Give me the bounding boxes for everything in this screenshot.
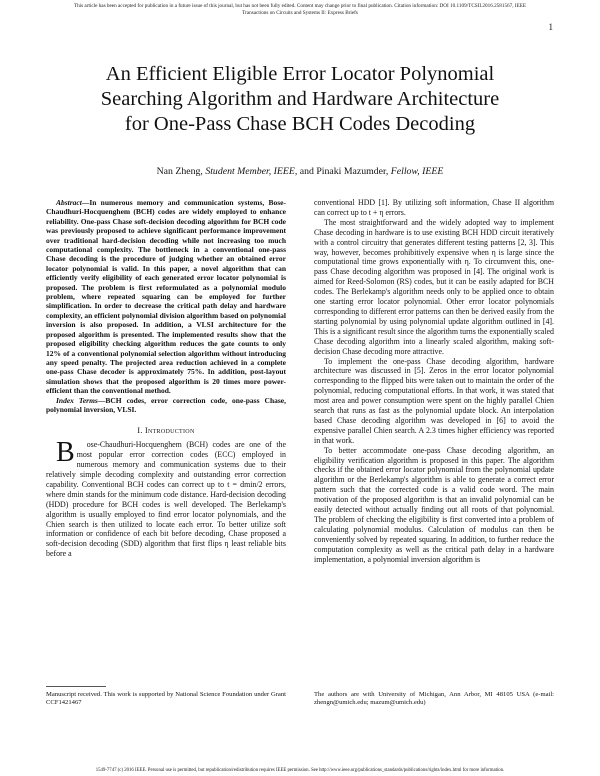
right-paragraph-1: conventional HDD [1]. By utilizing soft information, Chase II algorithm can correct up to t + η errors.: [314, 198, 554, 217]
paper-title: [40, 62, 560, 137]
abstract-label: Abstract: [56, 198, 82, 207]
author-1-name: Nan Zheng,: [156, 166, 203, 177]
right-paragraph-3: To implement the one-pass Chase decoding algorithm, hardware architecture was discussed in [5]. Zeros in the error locator polynomial corresponding to the flipped bits were taken out to maintain the order of the polynomial, reducing computational efforts. In that work, it was stated that most area and power consumption were spent on the highly parallel Chien search that runs as fast as the polynomial update block. An interpolation based Chase decoding algorithm was developed in [6] to avoid the expensive parallel Chien search. A 2.3 times higher efficiency was reported in that work.: [314, 356, 554, 445]
page-number: 1: [548, 22, 553, 32]
copyright-footer: 1549-7747 (c) 2016 IEEE. Personal use is permitted, but republication/redistribution requires IEEE permission. See http://www.ieee.org/publications_standards/publications/rights/index.html for more information.: [95, 768, 505, 773]
title-line-1: An Efficient Eligible Error Locator Polynomial: [105, 63, 495, 85]
intro-paragraph-1: [46, 437, 286, 559]
header-journal: Transactions on Circuits and Systems II: Express Briefs: [242, 9, 358, 16]
index-terms-text: —BCH codes, error correction code, one-pass Chase, polynomial inversion, VLSI.: [46, 395, 286, 414]
right-column: [314, 198, 554, 565]
section-title: Introduction: [144, 426, 195, 436]
title-line-3: for One-Pass Chase BCH Codes Decoding: [124, 113, 476, 135]
index-terms-label: Index Terms: [56, 395, 98, 405]
right-paragraph-2: The most straightforward and the widely adopted way to implement Chase decoding in hardware is to use existing BCH HDD circuit iteratively with a control circuitry that generates different testing patterns [2, 3]. This way, however, becomes prohibitively expensive when η is large since the computational time grows exponentially with η. To circumvent this, one-pass Chase decoding algorithm was proposed in [4]. The original work is aimed for Reed-Solomon (RS) codes, but it can be easily adapted for BCH codes. The Berlekamp's algorithm needs only to be applied once to obtain one starting error locator polynomial. Other error locator polynomials corresponding to different error patterns can then be derived easily from the starting polynomial by using polynomial update algorithm outlined in [4]. This is a significant result since the algorithm turns the exponentially scaled Chase decoding algorithm into a linearly scaled algorithm, making soft-decision Chase decoding more attractive.: [314, 217, 554, 356]
section-number: I.: [137, 426, 143, 436]
journal-header: [0, 3, 600, 16]
header-citation: This article has been accepted for publication in a future issue of this journal, but has not been fully edited. Content may change prior to final publication. Citation information: DOI 10.1109/TCSII.2016.2581567, IEEE: [73, 3, 527, 9]
author-2-role: Fellow, IEEE: [390, 166, 444, 177]
drop-cap: B: [56, 437, 75, 469]
author-line: [40, 166, 560, 177]
abstract: [46, 198, 286, 396]
left-column: [46, 198, 286, 559]
right-paragraph-4: To better accommodate one-pass Chase decoding algorithm, an eligibility verification algorithm is proposed in this paper. The algorithm checks if the obtained error locator polynomial from the polynomial update algorithm or the Berlekamp's algorithm is able to generate a correct error pattern such that the corrected code is a valid code word. The main motivation of the proposed algorithm is that an invalid polynomial can be easily detected without actually finding out all roots of that polynomial. The problem of checking the eligibility is first converted into a problem of calculating polynomial modulus. Calculation of modulus can then be conveniently solved by repeated squaring. In addition, to further reduce the computation complexity as well as the critical path delay in a hardware implementation, a polynomial inversion algorithm is: [314, 445, 554, 564]
author-2-name: Pinaki Mazumder,: [316, 166, 389, 177]
footnote-authors: The authors are with University of Michigan, Ann Arbor, MI 48105 USA (e-mail: zhengn@umich.edu; mazum@umich.edu): [314, 691, 554, 707]
index-terms: [46, 396, 286, 415]
author-conjunction: and: [299, 166, 314, 177]
footnote-manuscript: Manuscript received. This work is supported by National Science Foundation under Grant CCF1421467: [46, 691, 286, 707]
title-line-2: Searching Algorithm and Hardware Architecture: [100, 88, 500, 110]
abstract-text: —In numerous memory and communication systems, Bose-Chaudhuri-Hocquenghem (BCH) codes are widely employed to enhance reliability. One-pass Chase soft-decision decoding algorithm for BCH code was previously proposed to achieve significant performance improvement over traditional hard-decision decoding while not increasing too much computational complexity. The bottleneck in a conventional one-pass Chase decoding is the procedure of judging whether an obtained error locator polynomial is valid. In this paper, a novel algorithm that can efficiently verify eligibility of each generated error locator polynomial is proposed. The problem is first reformulated as a polynomial modulo problem, where repeated squaring can be employed for further simplification. In order to decrease the critical path delay and hardware complexity, an efficient polynomial division algorithm based on polynomial inversion is also proposed. In addition, a VLSI architecture for the proposed algorithm is presented. The implemented results show that the proposed eligibility checking algorithm reduces the gate counts to only 12% of a conventional polynomial selection algorithm without introducing any speed penalty. The projected area reduction achieved in a complete one-pass Chase decoder is approximately 75%. In addition, post-layout simulation shows that the proposed algorithm is 20 times more power-efficient than the conventional method.: [46, 198, 286, 396]
footnote-divider: [46, 686, 106, 687]
section-heading-introduction: [46, 426, 286, 436]
author-1-role: Student Member, IEEE,: [205, 166, 298, 177]
intro-text: ose-Chaudhuri-Hocquenghem (BCH) codes are one of the most popular error correction codes (ECC) employed in numerous memory and communication systems due to their relatively simple decoding complexity and outstanding error correction capability. Conventional BCH codes can correct up to t = dmin/2 errors, where dmin stands for the minimum code distance. Hard-decision decoding (HDD) procedure for BCH codes is well developed. The Berlekamp's algorithm is usually employed to find error locator polynomials, and the Chien search is then utilized to locate each error. To better utilize soft information or confidence of each bit before decoding, Chase proposed a soft-decision decoding (SDD) algorithm that first flips η least reliable bits before a: [46, 440, 286, 559]
